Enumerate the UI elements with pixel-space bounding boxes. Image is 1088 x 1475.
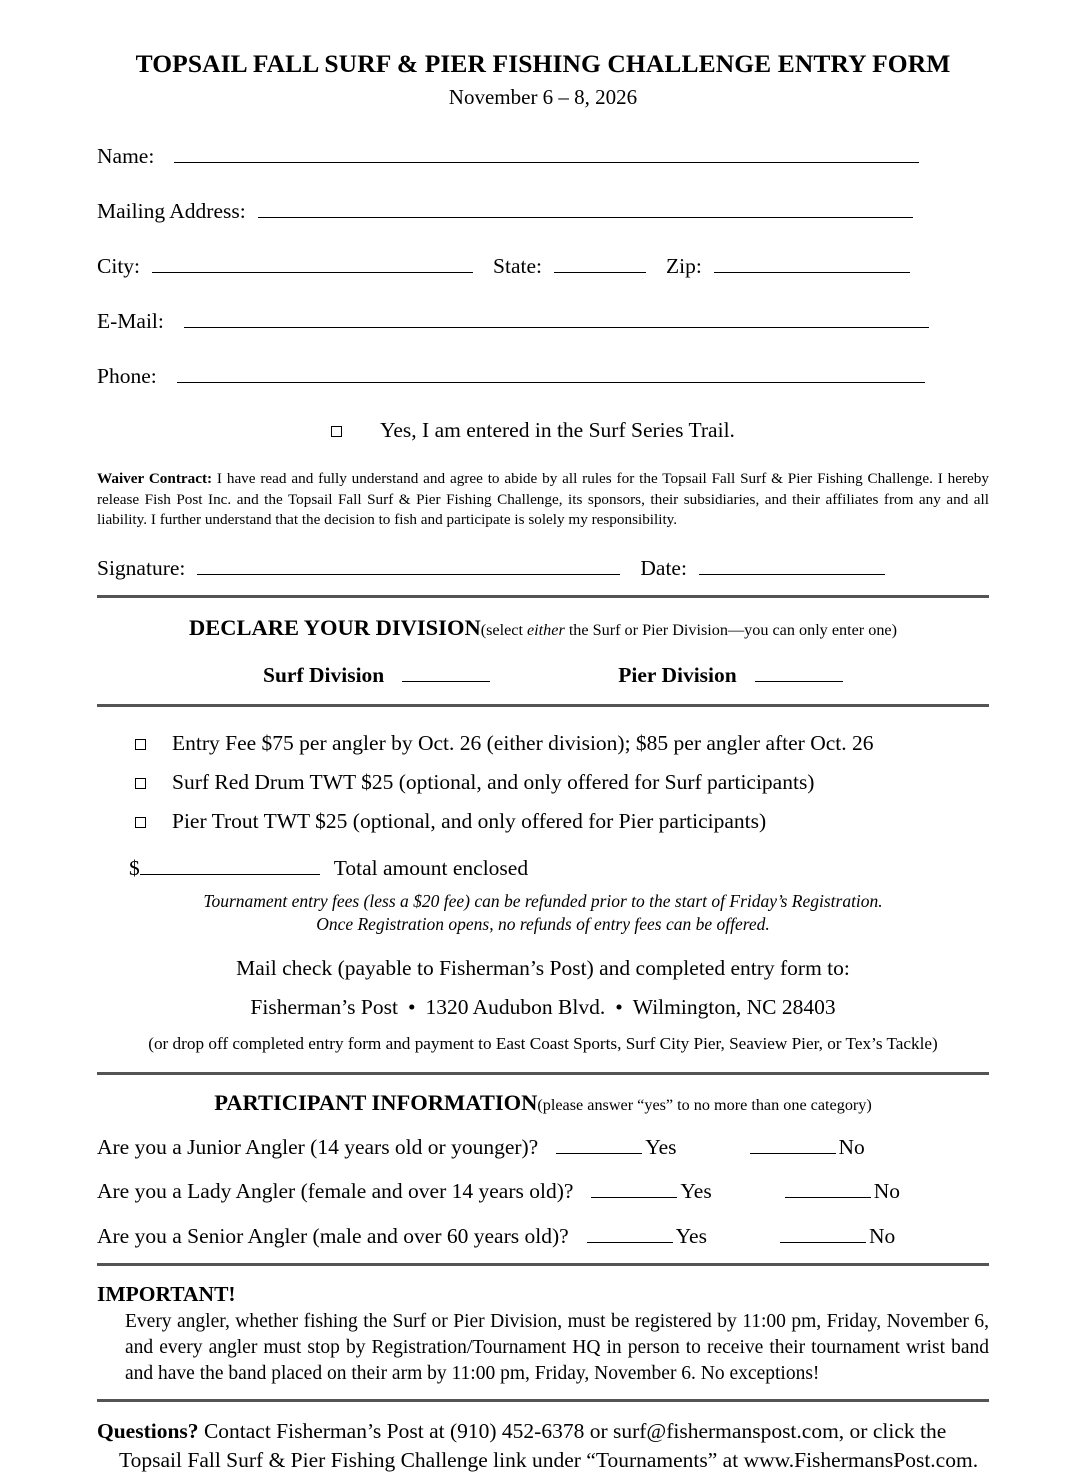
name-input[interactable] xyxy=(174,141,919,162)
date-label: Date: xyxy=(640,555,687,580)
mailing-address-input[interactable] xyxy=(258,196,913,217)
division-select-row xyxy=(97,661,989,688)
signature-label: Signature: xyxy=(97,555,186,580)
questions-footer xyxy=(97,1417,989,1475)
participant-heading: PARTICIPANT INFORMATION xyxy=(214,1089,538,1115)
division-heading-row xyxy=(97,615,989,641)
fee-item[interactable] xyxy=(97,731,989,756)
senior-angler-no-input[interactable] xyxy=(780,1221,866,1242)
participant-question-text: Are you a Junior Angler (14 years old or younger)? xyxy=(97,1134,539,1159)
division-heading: DECLARE YOUR DIVISION xyxy=(188,614,481,640)
phone-label: Phone: xyxy=(97,364,157,389)
participant-question-row xyxy=(97,1177,989,1204)
important-body: Every angler, whether fishing the Surf or Pier Division, must be registered by 11:00 pm, Friday, November 6, and every angler must stop by Registration/Tournament HQ in person to receive their tournament wrist band and have the band placed on their arm by 11:00 pm, Friday, November 6. No exceptions! xyxy=(125,1310,989,1384)
page-content xyxy=(97,0,989,1475)
mail-org: Fisherman’s Post xyxy=(250,994,398,1019)
mail-address-line xyxy=(97,995,989,1020)
participant-question-text: Are you a Lady Angler (female and over 14 years old)? xyxy=(97,1179,574,1204)
participant-note: (please answer “yes” to no more than one category) xyxy=(537,1095,872,1114)
fee-item-label: Pier Trout TWT $25 (optional, and only offered for Pier participants) xyxy=(172,809,767,834)
section-divider xyxy=(97,1263,989,1266)
participant-heading-row xyxy=(97,1090,989,1116)
questions-lead: Questions? xyxy=(97,1418,199,1443)
total-amount-row xyxy=(97,853,989,880)
dropoff-note: (or drop off completed entry form and payment to East Coast Sports, Surf City Pier, Seaview Pier, or Tex’s Tackle) xyxy=(148,1033,938,1053)
lady-angler-no-input[interactable] xyxy=(785,1177,871,1198)
city-input[interactable] xyxy=(152,252,473,273)
phone-field-row xyxy=(97,362,989,390)
event-dates: November 6 – 8, 2026 xyxy=(448,85,638,110)
refund-note-line2: Once Registration opens, no refunds of entry fees can be offered. xyxy=(316,914,770,935)
division-note xyxy=(481,621,897,639)
checkbox-icon-surf-series[interactable] xyxy=(331,426,342,437)
city-label: City: xyxy=(97,254,141,279)
email-input[interactable] xyxy=(184,307,929,328)
fee-item-label: Entry Fee $75 per angler by Oct. 26 (either division); $85 per angler after Oct. 26 xyxy=(172,731,874,756)
participant-question-row xyxy=(97,1133,989,1160)
surf-series-row[interactable] xyxy=(97,418,989,443)
page-title: TOPSAIL FALL SURF & PIER FISHING CHALLENGE ENTRY FORM xyxy=(135,49,951,78)
yes-label: Yes xyxy=(645,1134,677,1159)
date-input[interactable] xyxy=(699,553,885,574)
senior-angler-yes-input[interactable] xyxy=(587,1221,673,1242)
email-field-row xyxy=(97,307,989,335)
no-label: No xyxy=(868,1223,896,1248)
section-divider xyxy=(97,595,989,598)
pier-division-label: Pier Division xyxy=(618,663,737,688)
junior-angler-no-input[interactable] xyxy=(750,1133,836,1154)
pier-division-input[interactable] xyxy=(755,661,843,682)
bullet-separator-icon: • xyxy=(407,994,416,1019)
checkbox-icon-entry-fee[interactable] xyxy=(135,739,146,750)
division-note-italic: either xyxy=(527,620,565,639)
currency-symbol: $ xyxy=(129,855,140,880)
section-divider xyxy=(97,1072,989,1075)
zip-input[interactable] xyxy=(714,252,910,273)
waiver-heading: Waiver Contract: xyxy=(97,470,213,488)
total-amount-input[interactable] xyxy=(140,853,320,874)
refund-policy-note xyxy=(97,890,989,937)
surf-series-label: Yes, I am entered in the Surf Series Trail. xyxy=(380,418,735,443)
total-amount-label: Total amount enclosed xyxy=(333,855,529,880)
fee-item[interactable] xyxy=(97,809,989,834)
surf-division-label: Surf Division xyxy=(263,663,385,688)
mail-instruction: Mail check (payable to Fisherman’s Post) and completed entry form to: xyxy=(236,955,850,980)
signature-row xyxy=(97,553,989,580)
participant-question-row xyxy=(97,1221,989,1248)
section-divider xyxy=(97,704,989,707)
mailing-address-label: Mailing Address: xyxy=(97,198,246,223)
important-title: IMPORTANT! xyxy=(97,1281,236,1306)
name-label: Name: xyxy=(97,143,155,168)
checkbox-icon-pier-trout-twt[interactable] xyxy=(135,817,146,828)
waiver-body: I have read and fully understand and agree to abide by all rules for the Topsail Fall Surf & Pier Fishing Challenge. I hereby release Fish Post Inc. and the Topsail Fall Surf & Pier Fishing Challenge, its sponsors, their subsidiaries, and their affiliates from any and all liability. I further understand that the decision to fish and participate is solely my responsibility. xyxy=(97,470,989,528)
yes-label: Yes xyxy=(680,1179,712,1204)
mail-street: 1320 Audubon Blvd. xyxy=(425,994,606,1019)
junior-angler-yes-input[interactable] xyxy=(556,1133,642,1154)
surf-division-input[interactable] xyxy=(402,661,490,682)
yes-label: Yes xyxy=(675,1223,707,1248)
division-note-before: (select xyxy=(480,620,527,639)
signature-input[interactable] xyxy=(197,553,620,574)
fee-item[interactable] xyxy=(97,770,989,795)
name-field-row xyxy=(97,141,989,169)
checkbox-icon-surf-red-drum-twt[interactable] xyxy=(135,778,146,789)
fee-item-label: Surf Red Drum TWT $25 (optional, and only offered for Surf participants) xyxy=(172,770,815,795)
mailing-address-field-row xyxy=(97,196,989,224)
city-state-zip-row xyxy=(97,252,989,280)
no-label: No xyxy=(873,1179,900,1204)
state-label: State: xyxy=(493,254,542,279)
questions-line1: Contact Fisherman’s Post at (910) 452-6378 or surf@fishermanspost.com, or click the xyxy=(198,1418,947,1443)
division-note-after: the Surf or Pier Division—you can only enter one) xyxy=(564,620,897,639)
waiver-contract xyxy=(97,469,989,530)
zip-label: Zip: xyxy=(665,254,702,279)
questions-line2: Topsail Fall Surf & Pier Fishing Challenge link under “Tournaments” at www.FishermansPost.com. xyxy=(119,1447,979,1472)
bullet-separator-icon: • xyxy=(615,994,623,1019)
phone-input[interactable] xyxy=(177,362,925,383)
lady-angler-yes-input[interactable] xyxy=(591,1177,677,1198)
fee-checklist xyxy=(97,731,989,834)
refund-note-line1: Tournament entry fees (less a $20 fee) can be refunded prior to the start of Friday’s Registration. xyxy=(203,890,883,911)
mail-citystatezip: Wilmington, NC 28403 xyxy=(632,994,836,1019)
state-input[interactable] xyxy=(554,252,646,273)
section-divider xyxy=(97,1399,989,1402)
participant-question-text: Are you a Senior Angler (male and over 60 years old)? xyxy=(97,1223,569,1248)
email-label: E-Mail: xyxy=(97,309,164,334)
no-label: No xyxy=(838,1134,865,1159)
